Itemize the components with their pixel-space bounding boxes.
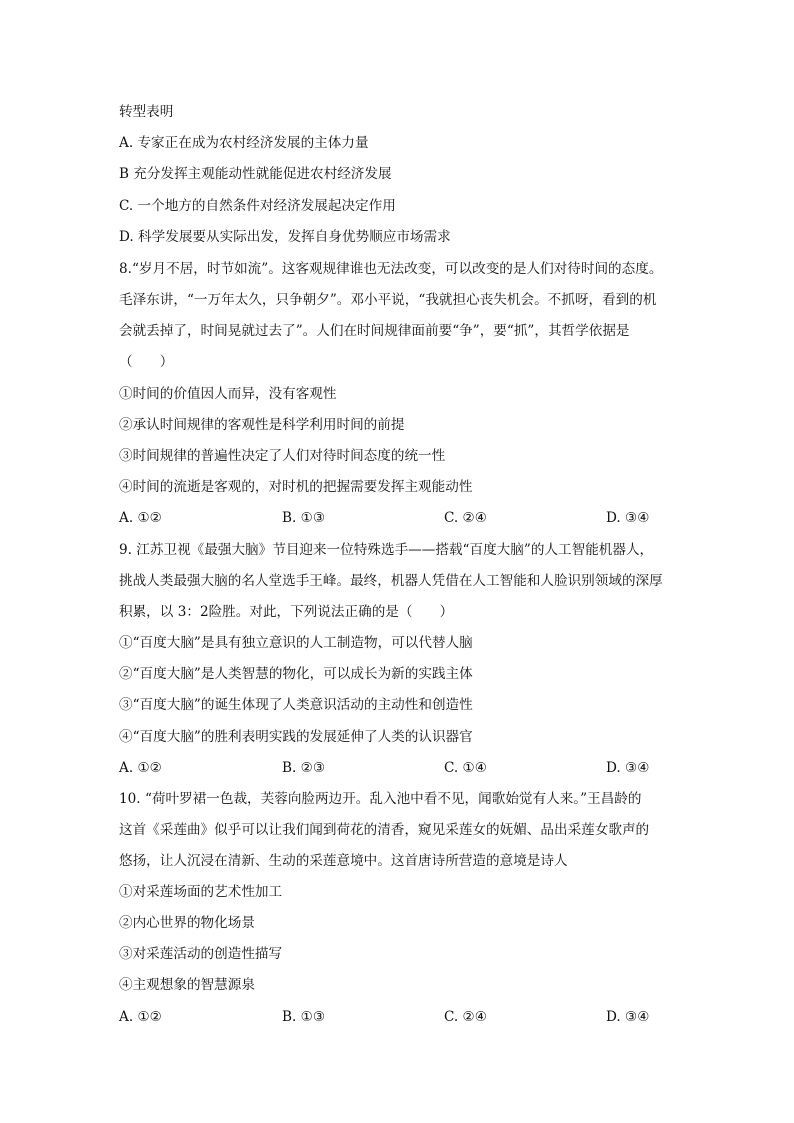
question-9-stem: 积累，以 3：2险胜。对此，下列说法正确的是（ ） [119,604,454,620]
option-a: A. ①② [119,1009,162,1025]
option-c: C. ②④ [444,510,487,526]
statement-item: ①对采莲场面的艺术性加工 [119,884,283,900]
option-d: D. ③④ [606,1009,650,1025]
question-10-stem: 悠扬，让人沉浸在清新、生动的采莲意境中。这首唐诗所营造的意境是诗人 [119,853,568,869]
option-a: A. ①② [119,760,162,776]
option-b: B. ②③ [282,760,326,776]
question-9-options [0,759,794,777]
statement-item: ②承认时间规律的客观性是科学利用时间的前提 [119,417,405,433]
question-8-options [0,509,794,527]
question-10-stem: 这首《采莲曲》似乎可以让我们闻到荷花的清香，窥见采莲女的妩媚、品出采莲女歌声的 [119,822,650,838]
statement-item: ③时间规律的普遍性决定了人们对待时间态度的统一性 [119,448,446,464]
question-8-stem: 毛泽东讲，“一万年太久，只争朝夕”。邓小平说，“我就担心丧失机会。不抓呀，看到的机 [119,292,657,308]
statement-item: ①时间的价值因人而异，没有客观性 [119,386,337,402]
option-a: A. ①② [119,510,162,526]
question-10-options [0,1008,794,1026]
statement-item: ③对采莲活动的创造性描写 [119,946,283,962]
statement-item: ①“百度大脑”是具有独立意识的人工制造物，可以代替人脑 [119,635,473,651]
text-line: A. 专家正在成为农村经济发展的主体力量 [119,135,369,151]
option-d: D. ③④ [606,760,650,776]
question-8-stem: 会就丢掉了，时间晃就过去了”。人们在时间规律面前要“争”，要“抓”，其哲学依据是 [119,323,630,339]
text-line: 转型表明 [119,104,174,120]
option-d: D. ③④ [606,510,650,526]
option-c: C. ①④ [444,760,487,776]
statement-item: ③“百度大脑”的诞生体现了人类意识活动的主动性和创造性 [119,697,473,713]
statement-item: ②内心世界的物化场景 [119,915,255,931]
statement-item: ④时间的流逝是客观的，对时机的把握需要发挥主观能动性 [119,479,473,495]
option-c: C. ②④ [444,1009,487,1025]
text-line: C. 一个地方的自然条件对经济发展起决定作用 [119,198,396,214]
statement-item: ④主观想象的智慧源泉 [119,977,255,993]
answer-blank: （ ） [119,354,174,370]
text-line: B 充分发挥主观能动性就能促进农村经济发展 [119,166,392,182]
question-9-stem: 9. 江苏卫视《最强大脑》节目迎来一位特殊选手——搭载“百度大脑”的人工智能机器人， [119,542,654,558]
question-10-stem: 10. “荷叶罗裙一色裁，芙蓉向脸两边开。乱入池中看不见，闻歌始觉有人来。”王昌龄的 [119,791,642,807]
text-line: D. 科学发展要从实际出发，发挥自身优势顺应市场需求 [119,229,451,245]
statement-item: ④“百度大脑”的胜利表明实践的发展延伸了人类的认识器官 [119,729,473,745]
question-8-stem: 8.“岁月不居，时节如流”。这客观规律谁也无法改变，可以改变的是人们对待时间的态度。 [119,261,663,277]
question-9-stem: 挑战人类最强大脑的名人堂选手王峰。最终，机器人凭借在人工智能和人脸识别领域的深厚 [119,573,663,589]
statement-item: ②“百度大脑”是人类智慧的物化，可以成长为新的实践主体 [119,666,473,682]
option-b: B. ①③ [282,1009,326,1025]
option-b: B. ①③ [282,510,326,526]
